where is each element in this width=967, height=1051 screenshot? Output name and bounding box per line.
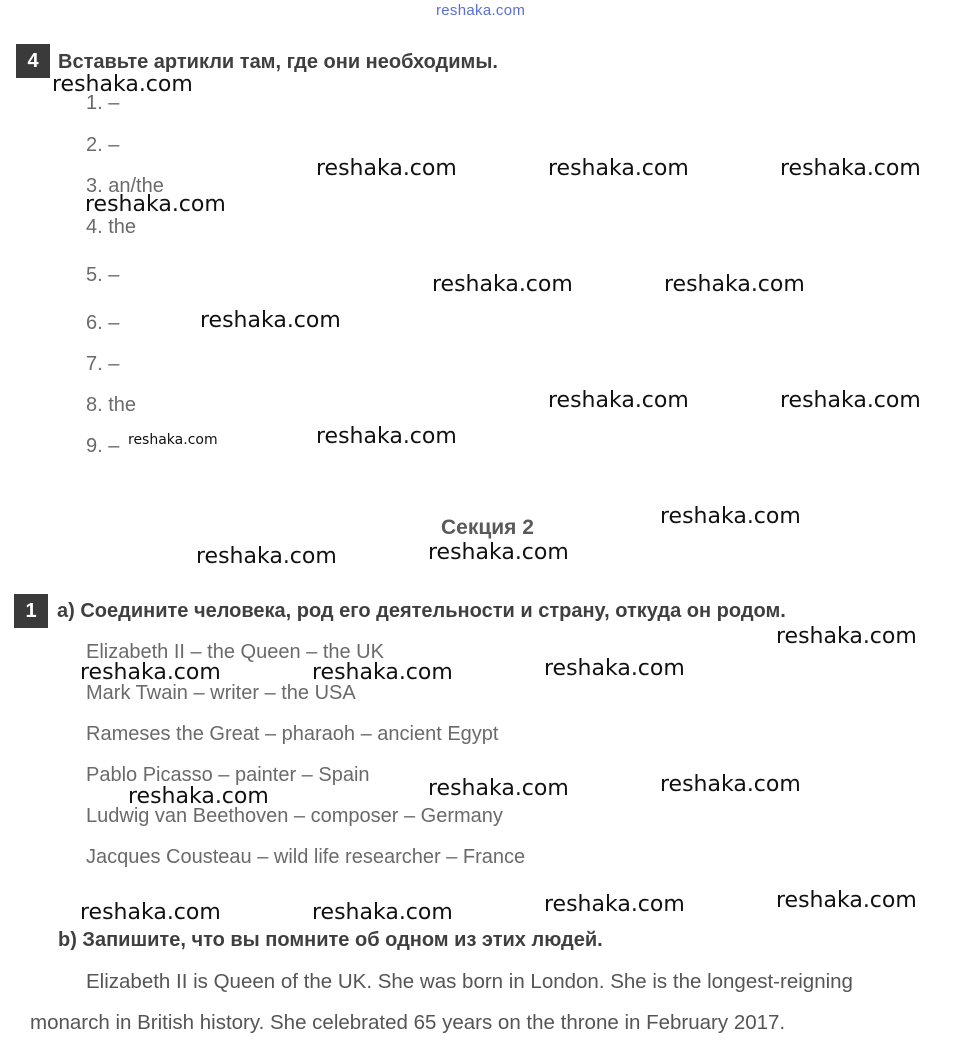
exercise-1a-heading: а) Соедините человека, род его деятельности и страну, откуда он родом.: [57, 600, 786, 622]
answer-9: 9. –: [86, 435, 120, 457]
match-1: Elizabeth II – the Queen – the UK: [86, 641, 384, 663]
watermark: reshaka.com: [128, 784, 269, 809]
watermark: reshaka.com: [664, 272, 805, 297]
watermark: reshaka.com: [548, 388, 689, 413]
watermark: reshaka.com: [316, 424, 457, 449]
watermark: reshaka.com: [776, 624, 917, 649]
watermark: reshaka.com: [776, 888, 917, 913]
watermark: reshaka.com: [780, 388, 921, 413]
watermark: reshaka.com: [780, 156, 921, 181]
watermark: reshaka.com: [544, 892, 685, 917]
watermark: reshaka.com: [312, 660, 453, 685]
answer-5: 5. –: [86, 264, 120, 286]
answer-4: 4. the: [86, 216, 137, 238]
watermark: reshaka.com: [316, 156, 457, 181]
watermark: reshaka.com: [432, 272, 573, 297]
watermark: reshaka.com: [660, 772, 801, 797]
match-4: Pablo Picasso – painter – Spain: [86, 764, 370, 786]
watermark: reshaka.com: [85, 192, 226, 217]
site-mark: reshaka.com: [436, 2, 526, 19]
watermark: reshaka.com: [548, 156, 689, 181]
watermark: reshaka.com: [312, 900, 453, 925]
answer-6: 6. –: [86, 312, 120, 334]
exercise-4-heading: Вставьте артикли там, где они необходимы.: [58, 51, 498, 73]
match-3: Rameses the Great – pharaoh – ancient Egypt: [86, 723, 499, 745]
watermark-small: reshaka.com: [128, 432, 218, 448]
answer-1: 1. –: [86, 92, 120, 114]
section-title: Секция 2: [441, 516, 534, 539]
answer-2: 2. –: [86, 134, 120, 156]
match-5: Ludwig van Beethoven – composer – Germany: [86, 805, 503, 827]
watermark: reshaka.com: [660, 504, 801, 529]
watermark: reshaka.com: [52, 72, 193, 97]
answer-8: 8. the: [86, 394, 137, 416]
watermark: reshaka.com: [544, 656, 685, 681]
exercise-4-badge: 4: [16, 44, 50, 78]
watermark: reshaka.com: [428, 540, 569, 565]
exercise-1b-heading: b) Запишите, что вы помните об одном из этих людей.: [58, 929, 603, 951]
paragraph-line-2: monarch in British history. She celebrated 65 years on the throne in February 2017.: [30, 1011, 786, 1034]
watermark: reshaka.com: [196, 544, 337, 569]
exercise-1-badge: 1: [14, 594, 48, 628]
match-2: Mark Twain – writer – the USA: [86, 682, 356, 704]
watermark: reshaka.com: [200, 308, 341, 333]
answer-3: 3. an/the: [86, 175, 164, 197]
match-6: Jacques Cousteau – wild life researcher – France: [86, 846, 526, 868]
paragraph-line-1: Elizabeth II is Queen of the UK. She was born in London. She is the longest-reigning: [86, 970, 853, 993]
watermark: reshaka.com: [80, 900, 221, 925]
watermark: reshaka.com: [428, 776, 569, 801]
answer-7: 7. –: [86, 353, 120, 375]
watermark: reshaka.com: [80, 660, 221, 685]
